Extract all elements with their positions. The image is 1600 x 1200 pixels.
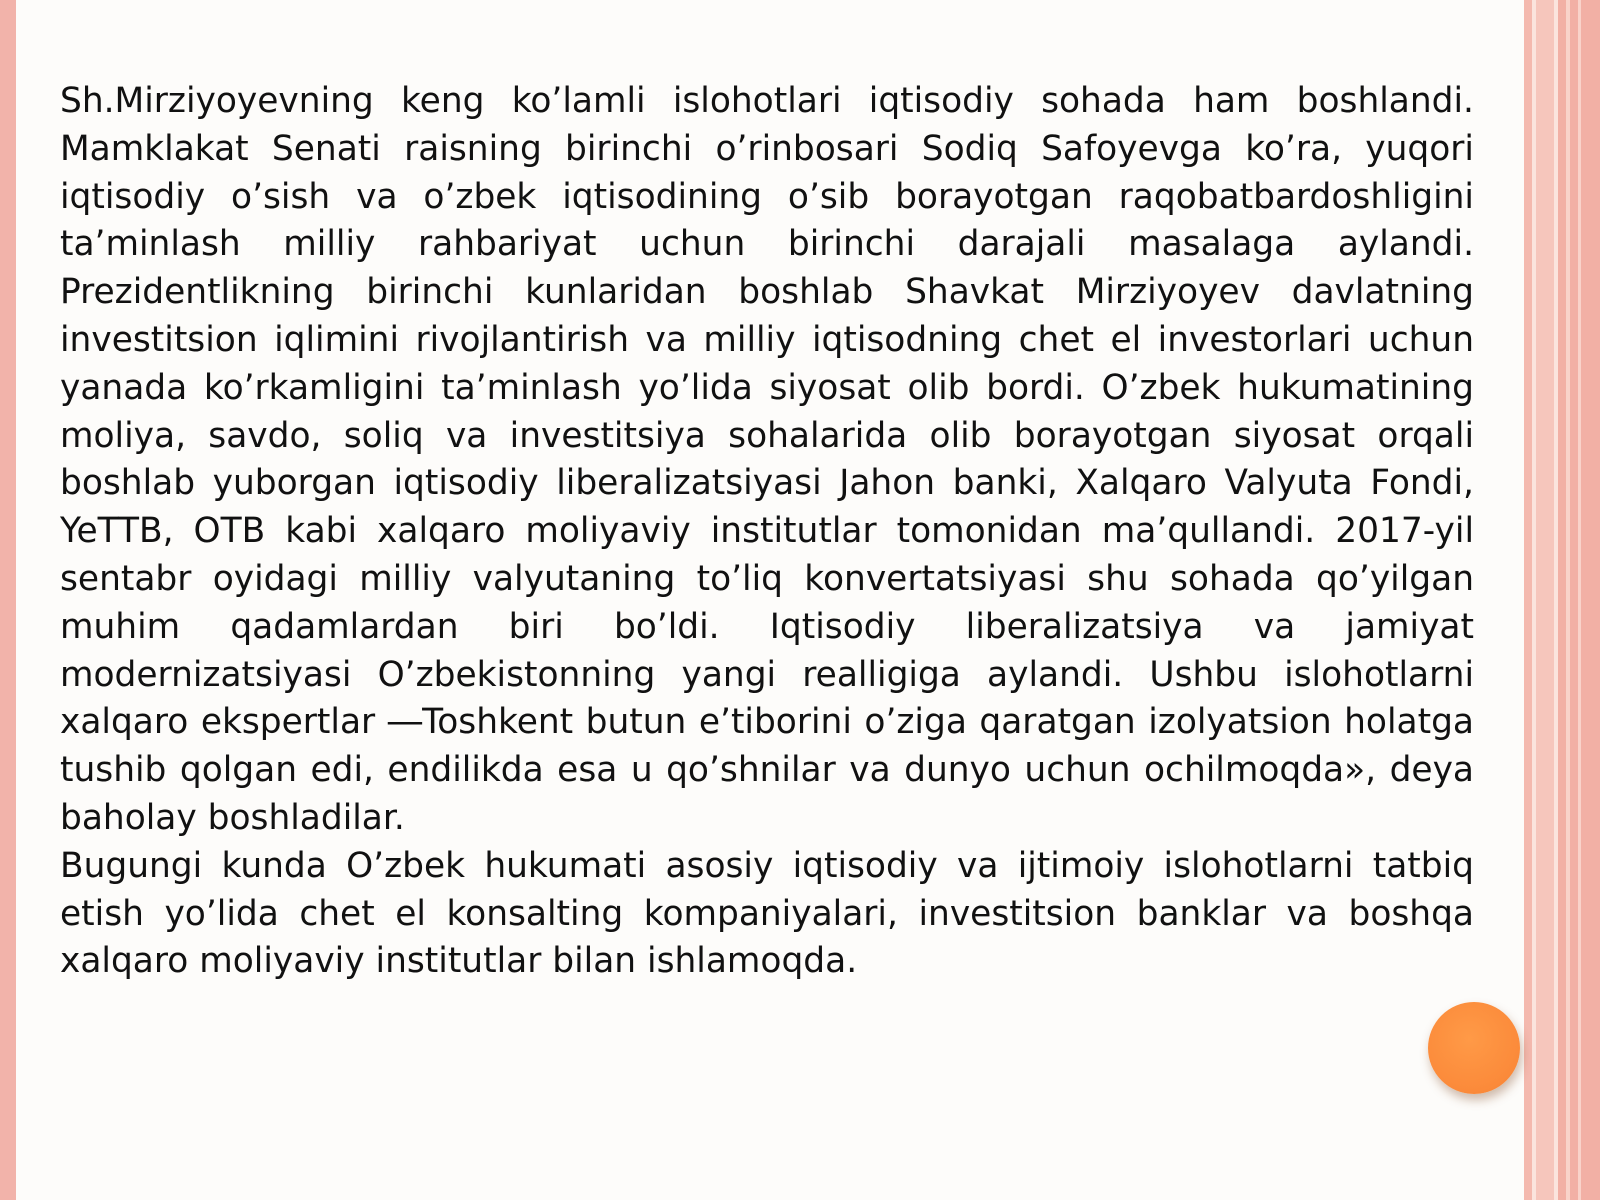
right-border-stripe [1566,0,1570,1200]
paragraph-1: Sh.Mirziyoyevning keng ko’lamli islohotlari iqtisodiy sohada ham boshlandi. Mamklakat Senati raisning birinchi o’rinbosari Sodiq Safoyevga ko’ra, yuqori iqtisodiy o’sish va o’zbek iqtisodining o’sib borayotgan raqobatbardoshligini ta’minlash milliy rahbariyat uchun birinchi darajali masalaga aylandi. Prezidentlikning birinchi kunlaridan boshlab Shavkat Mirziyoyev davlatning investitsion iqlimini rivojlantirish va milliy iqtisodning chet el investorlari uchun yanada ko’rkamligini ta’minlash yo’lida siyosat olib bordi. O’zbek hukumatining moliya, savdo, soliq va investitsiya sohalarida olib borayotgan siyosat orqali boshlab yuborgan iqtisodiy liberalizatsiyasi Jahon banki, Xalqaro Valyuta Fondi, YeTTB, OTB kabi xalqaro moliyaviy institutlar tomonidan ma’qullandi. 2017-yil sentabr oyidagi milliy valyutaning to’liq konvertatsiyasi shu sohada qo’yilgan muhim qadamlardan biri bo’ldi. Iqtisodiy liberalizatsiya va jamiyat modernizatsiyasi O’zbekistonning yangi realligiga aylandi. Ushbu islohotlarni xalqaro ekspertlar ―Toshkent butun e’tiborini o’ziga qaratgan izolyatsion holatga tushib qolgan edi, endilikda esa u qo’shnilar va dunyo uchun ochilmoqda», deya baholay boshladilar. [60,81,1474,838]
paragraph-2: Bugungi kunda O’zbek hukumati asosiy iqtisodiy va ijtimoiy islohotlarni tatbiq etish yo’lida chet el konsalting kompaniyalari, investitsion banklar va boshqa xalqaro moliyaviy institutlar bilan ishlamoqda. [60,845,1474,982]
left-border-stripe [0,0,16,1200]
orange-circle-decoration [1428,1002,1520,1094]
right-border-stripe [1524,0,1532,1200]
right-border-stripe [1536,0,1554,1200]
right-border-stripe [1578,0,1581,1200]
slide-body-text [60,78,1474,986]
